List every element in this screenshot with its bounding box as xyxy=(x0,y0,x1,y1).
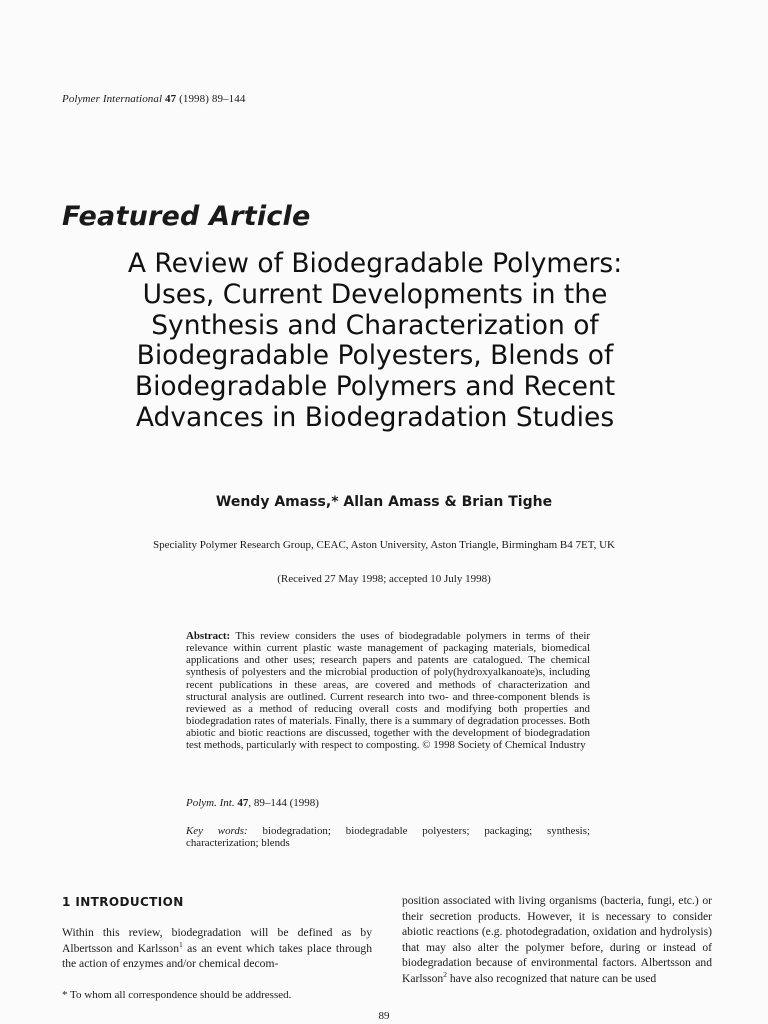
title-line: Biodegradable Polyesters, Blends of xyxy=(136,340,614,372)
title-line: A Review of Biodegradable Polymers: xyxy=(127,248,623,279)
affiliation: Speciality Polymer Research Group, CEAC, Aston University, Aston Triangle, Birmingham B4 7ET, UK xyxy=(153,539,615,551)
featured-article-label: Featured Article xyxy=(62,201,311,232)
title-line: Synthesis and Characterization of xyxy=(151,309,599,341)
keywords-label: Key words: xyxy=(186,825,248,837)
citation-journal: Polym. Int. xyxy=(186,797,235,809)
title-line: Advances in Biodegradation Studies xyxy=(135,401,615,433)
journal-reference xyxy=(62,93,245,105)
intro-left-text-1: Within this review, biodegradation will be defined as by Albertsson and Karlsson xyxy=(62,926,372,955)
citation-volume: 47 xyxy=(237,797,249,809)
intro-right-text-2: have also recognized that nature can be used xyxy=(446,971,657,985)
page-number: 89 xyxy=(378,1010,390,1022)
received-dates: (Received 27 May 1998; accepted 10 July 1998) xyxy=(277,573,491,585)
article-title xyxy=(60,249,690,434)
intro-left-text-2: as an event which takes place through the action of enzymes and/or chemical decom- xyxy=(62,941,372,970)
journal-year-pages: (1998) 89–144 xyxy=(179,93,246,105)
abstract xyxy=(186,630,590,752)
journal-volume: 47 xyxy=(165,93,177,105)
abstract-text: This review considers the uses of biodegradable polymers in terms of their relevance within current plastic waste management of packaging materials, biomedical applications and other uses; research papers and patents are catalogued. The chemical synthesis of polyesters and the microbial production of poly(hydroxyalkanoate)s, including recent publications in these areas, are covered and methods of characterization and structural analysis are outlined. Current research into two- and three-component blends is reviewed as a method of reducing overall costs and modifying both properties and biodegradation rates of materials. Finally, there is a summary of degradation processes. Both abiotic and biotic reactions are discussed, together with the development of biodegradation test methods, particularly with respect to composting. © 1998 Society of Chemical Industry xyxy=(186,630,590,752)
author-list: Wendy Amass,* Allan Amass & Brian Tighe xyxy=(215,494,553,510)
title-line: Uses, Current Developments in the xyxy=(142,278,608,310)
citation xyxy=(186,797,319,809)
intro-left-column xyxy=(62,925,372,972)
footnote: * To whom all correspondence should be addressed. xyxy=(62,989,292,1001)
reference-superscript[interactable]: 2 xyxy=(443,969,447,979)
keywords-text: biodegradation; biodegradable polyesters; packaging; synthesis; characterization; blends xyxy=(186,825,590,850)
keywords xyxy=(186,825,590,849)
abstract-label: Abstract: xyxy=(186,630,231,642)
citation-pages: , 89–144 (1998) xyxy=(248,797,319,809)
intro-right-column xyxy=(402,893,712,986)
section-heading: 1 INTRODUCTION xyxy=(62,895,184,909)
reference-superscript[interactable]: 1 xyxy=(179,939,183,949)
title-line: Biodegradable Polymers and Recent xyxy=(134,371,616,403)
intro-right-text-1: position associated with living organisms (bacteria, fungi, etc.) or their secretion products. However, it is necessary to consider abiotic reactions (e.g. photodegradation, oxidation and hydrolysis) that may also alter the polymer before, during or instead of biodegradation because of environmental factors. Albertsson and Karlsson xyxy=(402,894,712,985)
journal-name: Polymer International xyxy=(62,93,163,105)
